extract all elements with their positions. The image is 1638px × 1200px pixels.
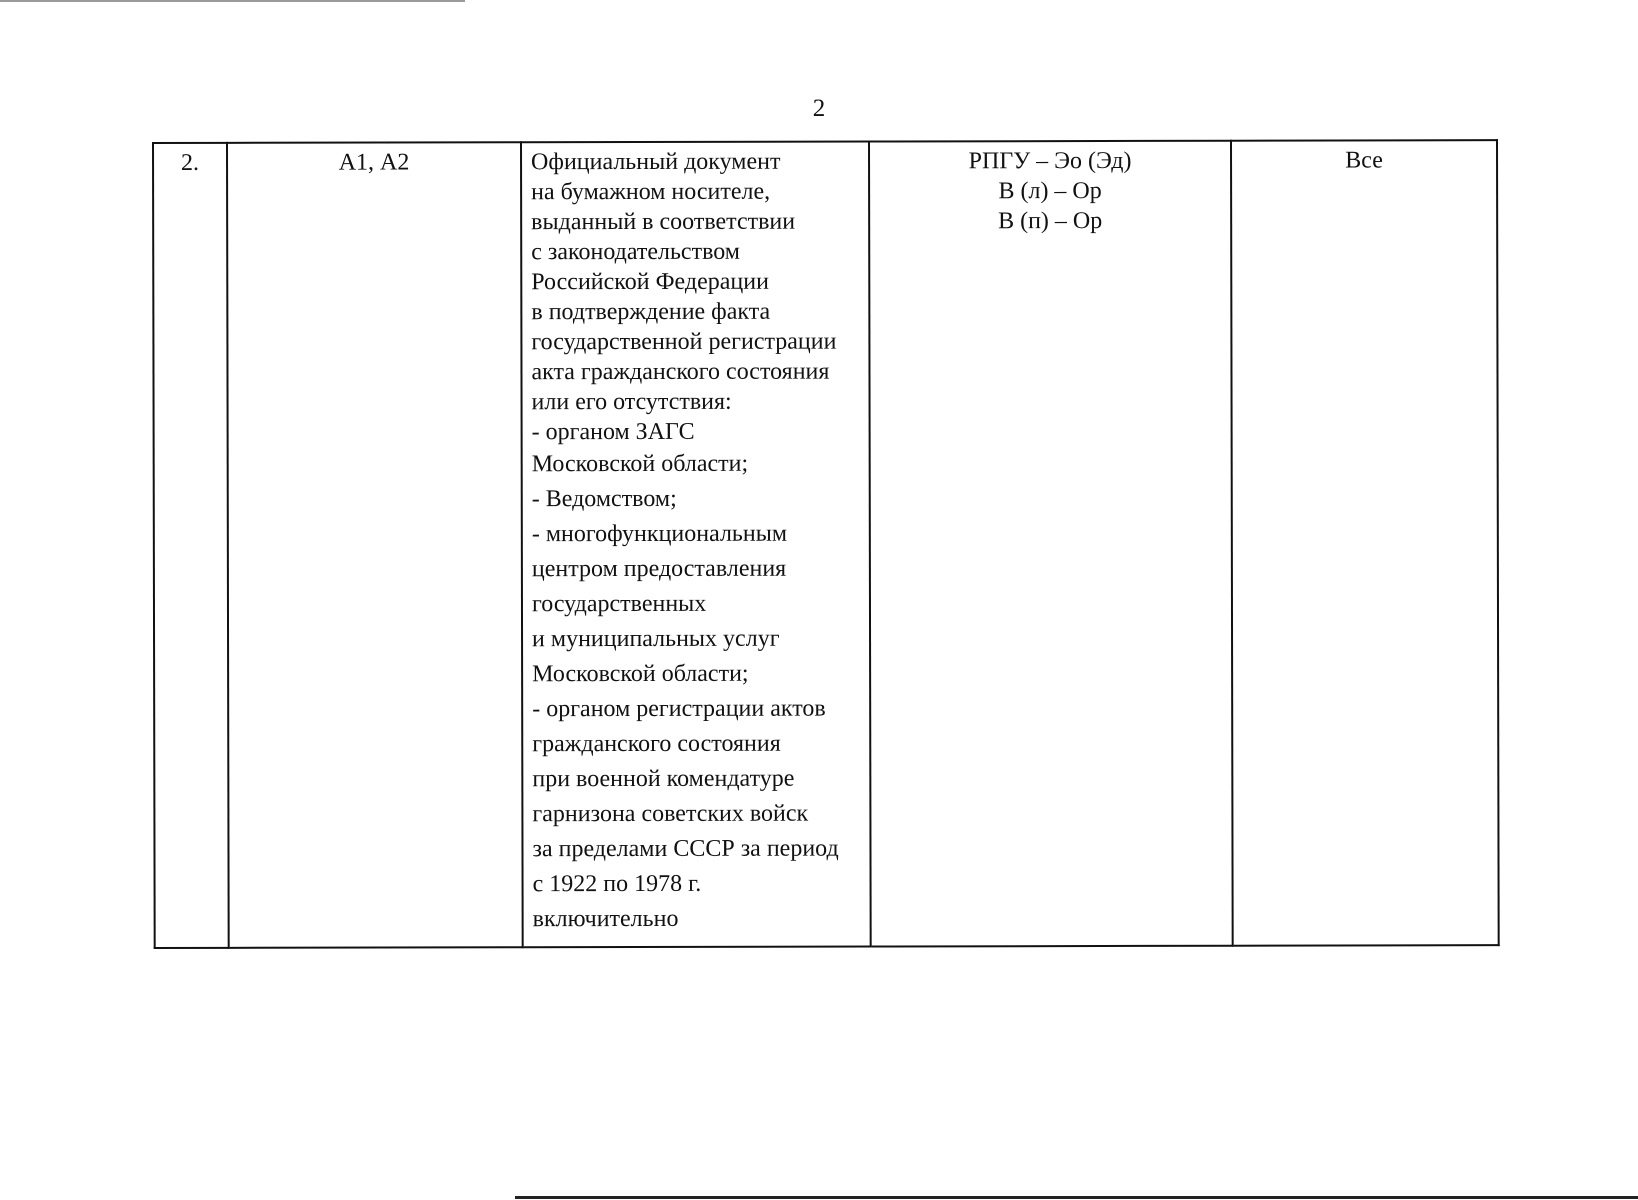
description-list-line: с 1922 по 1978 г. <box>532 870 702 898</box>
description-list-line: при военной комендатуре <box>532 765 795 793</box>
document-description <box>522 143 870 938</box>
row-number-cell <box>153 143 229 948</box>
description-line: государственной регистрации <box>531 328 837 356</box>
description-line: в подтверждение факта <box>531 298 771 326</box>
scan-bottom-edge <box>515 1196 1638 1199</box>
description-list-line: государственных <box>531 590 707 618</box>
applicant-category: Все <box>1345 147 1383 174</box>
document-codes: А1, А2 <box>338 149 410 176</box>
description-line: с законодательством <box>531 238 740 266</box>
description-list-line: центром предоставления <box>531 555 787 583</box>
description-line: Российской Федерации <box>531 268 769 296</box>
description-list-line: Московской области; <box>532 660 749 688</box>
codes-cell <box>227 142 523 948</box>
description-line: выданный в соответствии <box>531 208 796 236</box>
description-line: - органом ЗАГС <box>531 418 695 446</box>
description-list-line: гарнизона советских войск <box>532 800 809 828</box>
description-list-line: Московской области; <box>531 450 749 478</box>
description-list-line: включительно <box>532 905 679 933</box>
submission-mode: В (п) – Ор <box>998 208 1103 235</box>
description-list-line: гражданского состояния <box>532 730 781 758</box>
description-list-line: и муниципальных услуг <box>532 625 780 653</box>
submission-mode: РПГУ – Эо (Эд) <box>968 147 1132 175</box>
page-number: 2 <box>812 95 826 122</box>
description-list-line: - органом регистрации актов <box>532 695 826 723</box>
submission-mode-cell <box>869 141 1233 947</box>
scan-top-edge <box>0 0 465 2</box>
submission-mode: В (л) – Ор <box>998 178 1102 205</box>
row-number: 2. <box>181 149 200 176</box>
documents-table <box>152 139 1500 949</box>
description-list-line: - многофункциональным <box>531 520 788 548</box>
description-list-line: - Ведомством; <box>531 485 677 513</box>
description-line: на бумажном носителе, <box>531 178 771 206</box>
description-line: Официальный документ <box>531 148 781 176</box>
description-cell <box>521 141 871 947</box>
description-list-line: за пределами СССР за период <box>532 835 839 863</box>
description-line: акта гражданского состояния <box>531 358 830 386</box>
table-row <box>153 140 1499 948</box>
category-cell <box>1231 140 1499 946</box>
description-line: или его отсутствия: <box>531 388 732 416</box>
